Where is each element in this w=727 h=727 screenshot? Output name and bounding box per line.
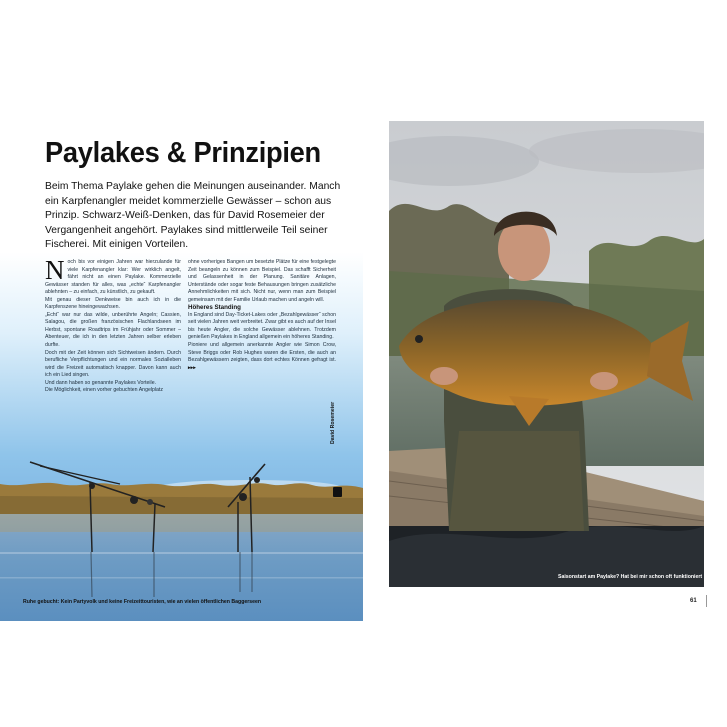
body-column-2: [188, 259, 336, 372]
photo-caption-left: Ruhe gebucht: Kein Partyvolk und keine Freizeittouristen, wie an vielen öffentlichen Baggerseen: [23, 599, 262, 605]
camera-icon: [333, 487, 342, 497]
body-paragraph-3: „Echt“ war nur das wilde, unberührte Angeln; Cassien, Salagou, die großen französischen Flachlandseen im Herbst, spontane Roadtrips im Frühjahr oder Sommer – Abenteuer, die ich in den letzten Jahren selber erleben durfte.: [45, 311, 181, 349]
body-paragraph-8: In England sind Day-Ticket-Lakes oder „Bezahlgewässer“ schon seit vielen Jahren weit verbreitet. Zwar gibt es auch auf der Insel bis heute Angler, die solche Gewässer ablehnen. Trotzdem genießen Paylakes in England allgemein ein höheres Standing.: [188, 311, 336, 341]
photo-credit: David Rosemeier: [330, 401, 336, 444]
body-paragraph-4: Doch mit der Zeit können sich Sichtweisen ändern. Durch berufliche Verpflichtungen und ein normales Sozialleben wird die Freizeit automatisch knapper. Davon kann auch ich ein Lied singen.: [45, 349, 181, 379]
page-number: 61: [690, 598, 697, 604]
article-lead: Beim Thema Paylake gehen die Meinungen auseinander. Manch ein Karpfenangler meidet kommerzielle Gewässer – schon aus Prinzip. Schwarz-Weiß-Denken, das für David Rosemeier der Vergangenheit angehört. Paylakes sind mittlerweile Teil seiner Fischerei. Mit einigen Vorteilen.: [45, 181, 341, 251]
drop-cap: N: [45, 255, 65, 285]
angler-carp-photo: [389, 121, 704, 587]
continue-arrows-icon: ▸▸▸: [188, 364, 196, 371]
body-paragraph-5: Und dann haben so genannte Paylakes Vorteile.: [45, 379, 157, 386]
body-paragraph-9: Pioniere und allgemein anerkannte Angler wie Simon Crow, Steve Briggs oder Rob Hughes waren die Ersten, die auch an Bezahlgewässern zeigten, dass dort echtes Können gefragt ist. ▸▸▸: [188, 342, 336, 371]
body-paragraph-7: ohne vorheriges Bangen um besetzte Plätze für eine festgelegte Zeit beangeln zu können zum Beispiel. Das schafft Sicherheit und Gelassenheit in der Planung. Sanitäre Anlagen, Unterstände oder sogar feste Behausungen bringen zusätzliche Annehmlichkeiten mit sich. Nicht nur, wenn man zum Beispiel gemeinsam mit der Familie Urlaub machen und angeln will.: [188, 259, 336, 303]
photo-caption-right: Saisonstart am Paylake? Hat bei mir schon oft funktioniert: [558, 574, 703, 580]
left-page: [0, 107, 363, 621]
body-paragraph-2: Mit genau dieser Denkweise bin auch ich in die Karpfenszene hineingewachsen.: [45, 296, 181, 311]
body-column-1: [45, 255, 181, 395]
body-paragraph-6: Die Möglichkeit, einen vorher gebuchten Angelplatz: [45, 387, 163, 394]
body-paragraph-1: Noch bis vor einigen Jahren war hierzulande für viele Karpfenangler klar: Wer wirklich angelt, fährt nicht an einen Paylake. Kommerzielle Gewässer standen für alles, was „echte“ Karpfenangler ablehnten – zu einfach, zu künstlich, zu gekauft.: [45, 255, 181, 296]
page-rule: [706, 595, 707, 607]
section-subhead: Höheres Standing: [188, 304, 241, 312]
article-title: Paylakes & Prinzipien: [45, 137, 321, 169]
